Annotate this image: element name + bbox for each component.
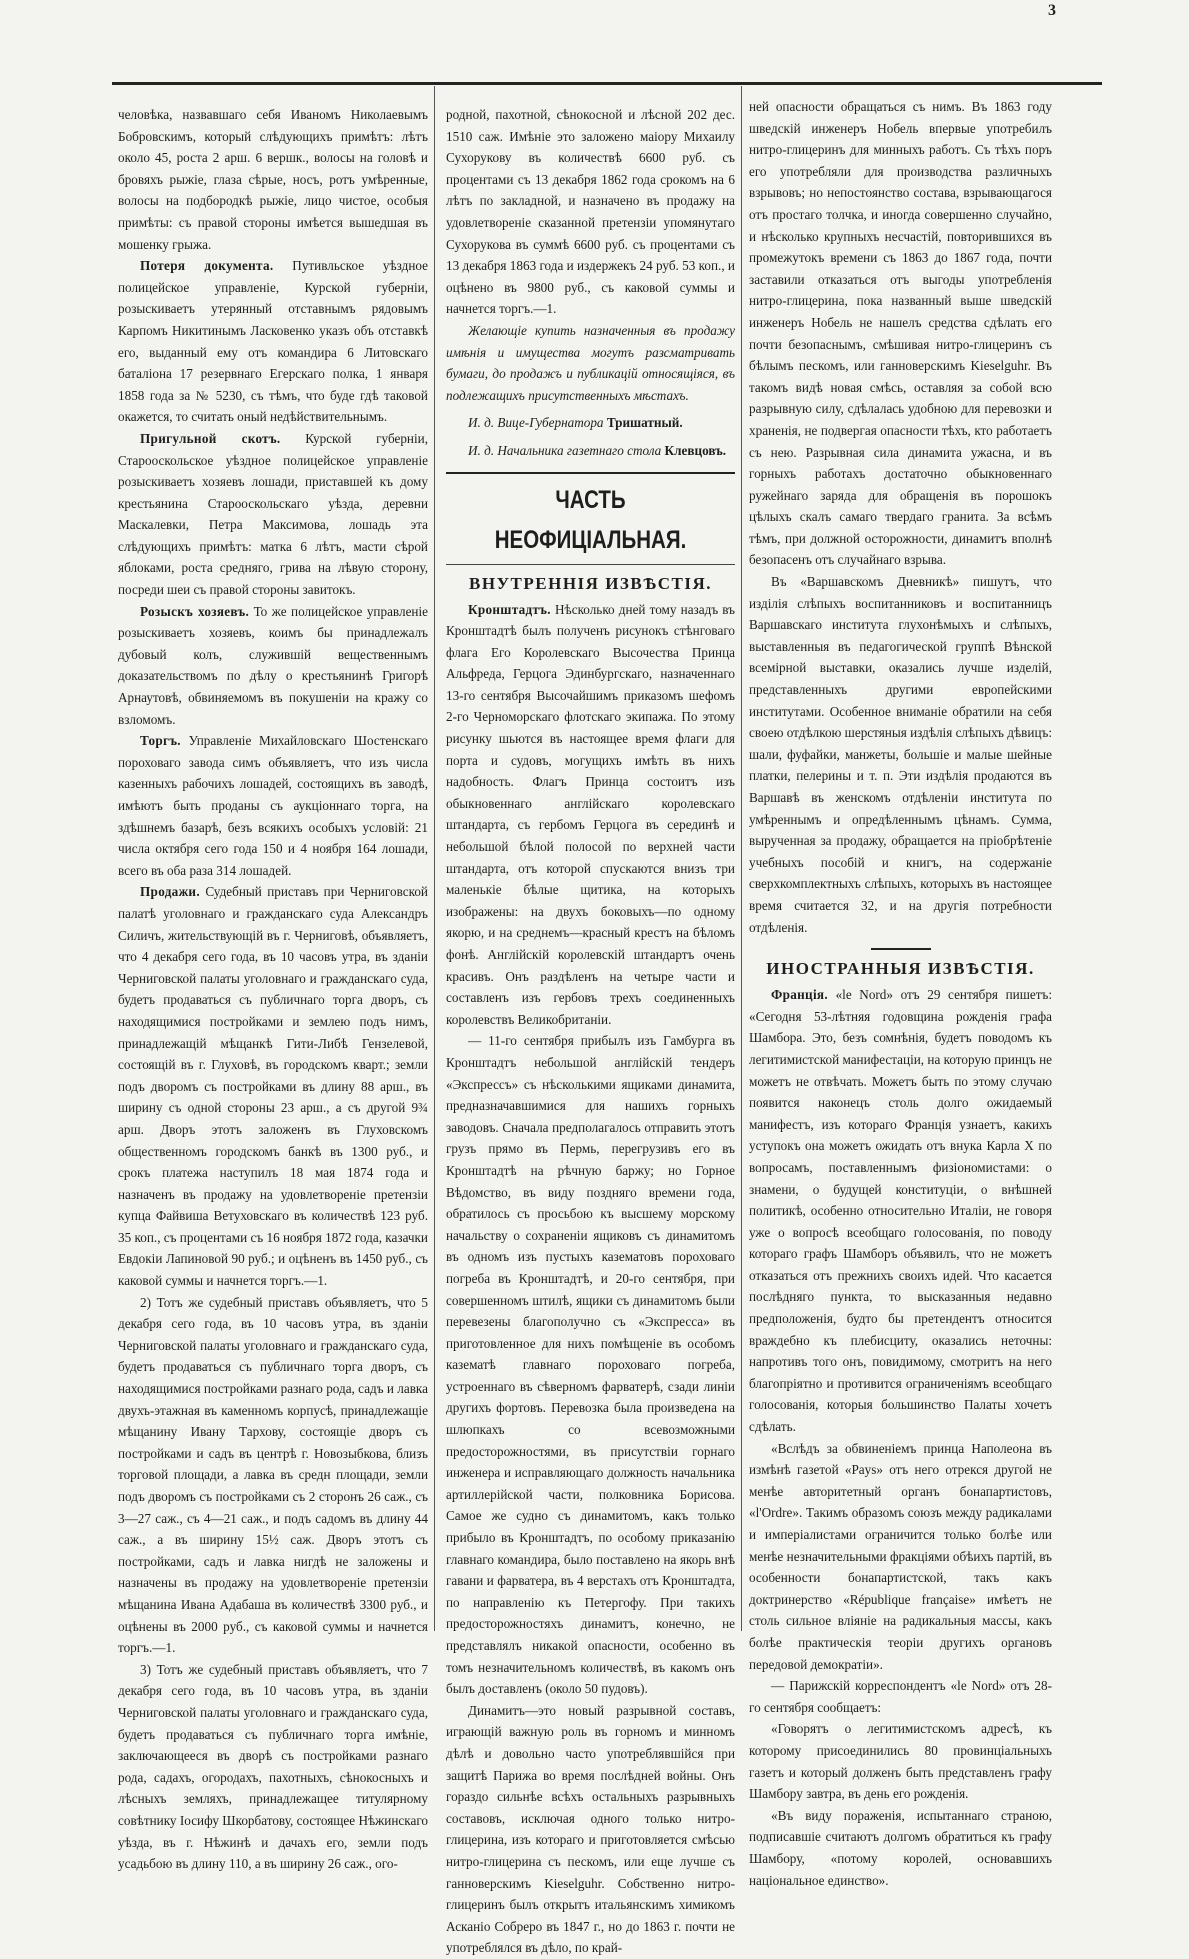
signature-vice-governor (446, 412, 735, 434)
signature-desk-head (446, 440, 735, 462)
signature-title: И. д. Начальника газетнаго стола (468, 442, 662, 458)
article-text: «le Nord» отъ 29 сентября пишетъ: «Сегодня 53-лѣтняя годовщина рожденія графа Шамбора. Это, безъ сомнѣнія, будетъ поводомъ къ легитимистской манифестаціи, на которую принцъ не можетъ не отвѣчать. Можетъ быть по этому случаю появится наконецъ столь долго ожидаемый манифестъ, изъ котораго Франція узнаетъ, какихъ уступокъ она можетъ ожидать отъ внука Карла X по вопросамъ, поставленнымъ физіономистами: о знамени, о будущей конституціи, о внѣшней политикѣ, особенно относительно Италіи, не говоря уже о вопросѣ всеобщаго голосованія, по поводу котораго графъ Шамборъ объявилъ, что не можетъ отказаться отъ прежнихъ своихъ идей. Что касается послѣдняго пункта, то высказанныя недавно предположенія, будто бы претендентъ относится враждебно къ плебисциту, оказались неточны: напротивъ того онъ, повидимому, смотритъ на него благопріятно и противится ограниченіямъ всеобщаго голосованія, которыя большинство Палаты хочетъ сдѣлать. (749, 987, 1052, 1435)
page-number: 3 (1048, 2, 1056, 19)
notice-text: Курской губерніи, Старооскольское уѣздное полицейское управленіе розыскиваетъ хозяевъ лошади, приставшей къ дому крестьянина Старооскольскаго уѣзда, деревни Маскалевки, Петра Максимова, лошадь эта слѣдующихъ примѣтъ: матка 6 лѣтъ, масти сѣрой яблоками, роста средняго, грива на лѣвую сторону, посреди шеи съ правой стороны завитокъ. (118, 430, 428, 598)
section-rule (871, 948, 931, 950)
signature-name: Тришатный. (603, 415, 683, 431)
notice-sales (118, 881, 428, 1291)
notice-text: Судебный приставъ при Черниговской палатѣ уголовнаго и гражданскаго суда Александръ Силичъ, жительствующій въ г. Черниговѣ, объявляетъ, что 4 декабря сего года, въ 10 часовъ утра, въ зданіи Черниговской палаты уголовнаго и гражданскаго суда, будетъ продаваться съ публичнаго торга дворъ, съ находящимися постройками и землею подъ нимъ, принадлежащій мѣщанкѣ Гити-Либѣ Гензелевой, состоящій въ г. Глуховѣ, въ городскомъ кварт.; земли подъ дворомъ съ постройками въ длину 88 арш., въ ширину съ одной стороны 23 арш., а съ другой 9¾ арш. Дворъ этотъ заложенъ въ Глуховскомъ общественномъ городскомъ банкѣ въ 1300 руб., и срокъ платежа наступилъ 18 мая 1874 года и назначенъ въ продажу на удовлетвореніе претензіи купца Файвиша Ветуховскаго въ количествѣ 123 руб. 35 коп., съ процентами съ 16 ноября 1872 года, казачки Евдокіи Лапиновой 90 руб.; и оцѣненъ въ 1450 руб., съ каковой суммы и начнется торгъ.—1. (118, 884, 428, 1289)
paragraph: Въ «Варшавскомъ Дневникѣ» пишутъ, что изділія слѣпыхъ воспитанниковъ и воспитанницъ Варшавскаго института глухонѣмыхъ и слѣпыхъ, выставленныя въ педагогической группѣ Вѣнской всемірной выставки, оказались лучше изделій, представленныхъ другими европейскими институтами. Особенное вниманіе обратили на себя своею отдѣлкою шерстяныя издѣлія слѣпыхъ дѣвицъ: шали, фуфайки, манжеты, большіе и малые шейные платки, пелерины и т. п. Эти издѣлія продаются въ Варшавѣ въ женскомъ отдѣленіи института по умѣреннымъ и опредѣленнымъ цѣнамъ. Сумма, вырученная за продажу, обращается на пріобрѣтеніе учебныхъ пособій и книгъ, на содержаніе сверхкомплектныхъ слѣпыхъ, которыхъ въ настоящее время считается 32, и на другія потребности отдѣленія. (749, 574, 1052, 935)
notice-owner-search (118, 601, 428, 731)
notice-heading: Розыскъ хозяевъ. (140, 603, 250, 619)
article-text: Нѣсколько дней тому назадъ въ Кронштадтѣ былъ полученъ рисунокъ стѣнговаго флага Его Королевскаго Высочества Принца Альфреда, Герцога Эдинбургскаго, назначеннаго 13-го сентября Высочайшимъ приказомъ шефомъ 2-го Черноморскаго флотскаго экипажа. По этому рисунку шьются въ настоящее время флаги для порта и судовъ, могущихъ имѣть въ нихъ надобность. Флагъ Принца состоитъ изъ обыкновеннаго англійскаго королевскаго штандарта, съ гербомъ Герцога въ серединѣ и небольшой бѣлой полосой по верхней части штандарта, отъ которой спускаются внизъ три маленькіе бѣлые щитика, на которыхъ изображены: на двухъ боковыхъ—по одному якорю, и на среднемъ—красный крестъ на бѣломъ фонѣ. Англійскій королевскій штандартъ очень красивъ. Онъ раздѣленъ на четыре части и составленъ изъ гербовъ трехъ соединенныхъ королевствъ Великобританіи. (446, 601, 735, 1027)
notice-heading: Торгъ. (140, 733, 181, 749)
paragraph: «Вслѣдъ за обвиненіемъ принца Наполеона въ измѣнѣ газетой «Pays» отъ него отрекся другой не менѣе авторитетный органъ бонапартистовъ, «l'Ordre». Такимъ образомъ союзъ между радикалами и имперіалистами ограничится только болѣе или менѣе незначительными фракціями обѣихъ партій, въ особенности бонапартистской, такъ какъ доктринерство «République française» имѣетъ не столь сильное вліяніе на радикальныя массы, какъ болѣе практическія теоріи другихъ органовъ передовой демократіи». (749, 1440, 1052, 1672)
paragraph: — Парижскій корреспондентъ «le Nord» отъ 28-го сентября сообщаетъ: (749, 1678, 1052, 1715)
paragraph: Динамитъ—это новый разрывной составъ, играющій важную роль въ горномъ и минномъ дѣлѣ и довольно часто употреблявшійся при защитѣ Парижа во время послѣдней войны. Онъ гораздо сильнѣе всѣхъ остальныхъ разрывныхъ составовъ, исключая одного только нитро-глицерина, изъ котораго и приготовляется смѣсью нитро-глицерина съ пескомъ, или еще лучше съ ганноверскимъ Kieselguhr. Собственно нитро-глицеринъ былъ открытъ итальянскимъ химикомъ Асканіо Собреро въ 1847 г., но до 1863 г. почти не употреблялся въ дѣло, по край- (446, 1702, 735, 1956)
article-france (749, 984, 1052, 1437)
column-1 (118, 104, 428, 1875)
subsection-title: ИНОСТРАННЫЯ ИЗВѢСТІЯ. (766, 959, 1035, 979)
section-rule (446, 564, 735, 565)
section-title: ЧАСТЬ НЕОФИЦІАЛЬНАЯ. (494, 485, 687, 554)
paragraph: ней опасности обращаться съ нимъ. Въ 1863 году шведскій инженеръ Нобель впервые употребилъ нитро-глицеринъ для минныхъ работъ. Съ тѣхъ поръ его употребляли для производства различныхъ взрывовъ; но непостоянство состава, взрывающагося отъ простаго толчка, и иногда совершенно случайно, и нѣсколько крупныхъ несчастій, повторившихся въ промежутокъ времени съ 1863 до 1867 года, почти заставили отказаться отъ выгоды употребленія нитро-глицерина, пока названный выше шведскій инженеръ Нобель не нашелъ средства сдѣлать его почти безопаснымъ, смѣшивая нитро-глицеринъ съ бѣлымъ пескомъ, или ганноверскимъ Kieselguhr. Въ такомъ видѣ новая смѣсь, оставляя за собой всю разрывную силу, сдѣлалась удобною для перевозки и храненія, не подвергая опасности тѣхъ, кто работаетъ съ нею. Разрывная сила динамита ужасна, и въ горныхъ работахъ достаточно обыкновеннаго ружейнаго заряда для обращенія въ порошокъ цѣлыхъ скалъ самаго твердаго гранита. За всѣмъ тѣмъ, при должной осторожности, динамитъ вполнѣ безопасенъ отъ случайнаго взрыва. (749, 99, 1052, 568)
article-kronstadt (446, 599, 735, 1031)
notice-text: То же полицейское управленіе розыскиваетъ хозяевъ, коимъ бы принадлежалъ дубовый колъ, служившій вещественнымъ доказательствомъ по дѣлу о крестьянинѣ Григорѣ Арнаутовѣ, обвиняемомъ въ покушеніи на кражу со взломомъ. (118, 603, 428, 727)
paragraph: 3) Тотъ же судебный приставъ объявляетъ, что 7 декабря сего года, въ 10 часовъ утра, въ зданіи Черниговской палаты уголовнаго и гражданскаго суда, будетъ продаваться съ публичнаго торга имѣніе, заключающееся въ дворѣ съ постройками разнаго рода, садахъ, огородахъ, пахотныхъ, сѣнокосныхъ и лѣсныхъ земляхъ, принадлежащее титулярному совѣтнику Іосифу Шкорбатову, состоящее Нѣжинскаго уѣзда, въ г. Нѣжинѣ и дачахъ его, земли подъ усадьбою въ длину 110, а въ ширину 26 саж., ого- (118, 1661, 428, 1872)
notice-auction (118, 730, 428, 881)
paragraph: «Въ виду пораженія, испытаннаго страною, подписавшіе считаютъ долгомъ обратиться къ графу Шамбору, «потому королей, основавшихъ національное единство». (749, 1807, 1052, 1888)
column-2 (446, 104, 735, 1959)
column-divider (741, 86, 742, 1631)
header-rule (112, 82, 1102, 85)
notice-heading: Продажи. (140, 884, 200, 900)
paragraph: родной, пахотной, сѣнокосной и лѣсной 202 дес. 1510 саж. Имѣніе это заложено маіору Михаилу Сухорукову въ количествѣ 6600 руб. съ процентами съ 13 декабря 1862 года срокомъ на 6 лѣтъ по закладной, и назначено въ продажу на удовлетвореніе сказанной претензіи упомянутаго Сухорукова въ суммѣ 6600 руб. съ процентами съ 13 декабря 1863 года и издержекъ 24 руб. 53 коп., и оцѣнено въ 9800 руб., съ каковой суммы и начнется торгъ.—1. (446, 107, 735, 317)
notice-italic: Желающіе купить назначенныя въ продажу имѣнія и имущества могутъ разсматривать бумаги, до продажъ и публикацій относящіяся, въ подлежащихъ присутственныхъ мѣстахъ. (446, 322, 735, 403)
paragraph: человѣка, назвавшаго себя Иваномъ Николаевымъ Бобровскимъ, который слѣдующихъ примѣтъ: лѣтъ около 45, роста 2 арш. 6 вершк., волосы на головѣ и бровяхъ рыжіе, глаза сѣрые, носъ, ротъ умѣренные, волосы на подбородкѣ рыжіе, лицо чистое, особыя примѣты: съ правой стороны имѣется вышедшая въ мошенку грыжа. (118, 107, 428, 252)
article-heading: Кронштадтъ. (468, 601, 551, 617)
article-heading: Франція. (771, 987, 828, 1003)
signature-name: Клевцовъ. (661, 442, 727, 458)
notice-text: Управленіе Михайловскаго Шостенскаго пороховаго завода симъ объявляетъ, что изъ числа казенныхъ рабочихъ лошадей, состоящихъ въ заводѣ, имѣютъ быть проданы съ аукціоннаго торга, на здѣшнемъ базарѣ, безъ всякихъ особыхъ условій: 21 числа октября сего года 150 и 4 ноября 164 лошади, всего въ оба раза 314 лошадей. (118, 733, 428, 878)
notice-stray-cattle (118, 428, 428, 601)
column-divider (434, 86, 435, 1631)
paragraph: — 11-го сентября прибылъ изъ Гамбурга въ Кронштадтъ небольшой англійскій тендеръ «Экспрессъ» съ нѣсколькими ящиками динамита, предназначавшимися для нашихъ горныхъ заводовъ. Сначала предполагалось отправить этотъ грузъ прямо въ Пермь, перегрузивъ его въ Кронштадтѣ на рѣчную баржу; но Горное Вѣдомство, въ виду поздняго времени года, обратилось съ просьбою къ высшему морскому начальству о сохраненіи ящиковъ съ динамитомъ въ одномъ изъ пустыхъ казематовъ пороховаго погреба въ Кронштадтѣ, и 20-го сентября, при совершенномъ штилѣ, ящики съ динамитомъ были перевезены благополучно съ «Экспресса» въ приготовленное для нихъ помѣщеніе въ особомъ казематѣ главнаго пороховаго погреба, устроеннаго въ сѣверномъ фарватерѣ, сзади линіи другихъ фортовъ. Перевозка была произведена на шлюпкахъ со всевозможными предосторожностями, въ присутствіи горнаго инженера и исправляющаго должность начальника артиллерійской части, полковника Борисова. Самое же судно съ динамитомъ, какъ только прибыло въ Кронштадтъ, по особому приказанію главнаго командира, было поставлено на якорь внѣ гавани и фарватера, въ 4 верстахъ отъ Кронштадта, по направленію къ Петергофу. При такихъ предосторожностяхъ динамитъ, конечно, не представлялъ никакой опасности, особенно въ томъ незначительномъ количествѣ, въ какомъ онъ былъ доставленъ (около 50 пудовъ). (446, 1033, 735, 1697)
section-rule (446, 472, 735, 474)
signature-title: И. д. Вице-Губернатора (468, 415, 604, 431)
notice-heading: Пригульной скотъ. (140, 430, 281, 446)
notice-text: Путивльское уѣздное полицейское управленіе, Курской губерніи, розыскиваетъ утерянный отставнымъ рядовымъ Карпомъ Никитинымъ Ласковенко указъ объ отставкѣ его, выданный ему отъ командира 6 Литовскаго баталіона 17 резервнаго Егерскаго полка, 1 января 1858 года за № 5230, съ тѣмъ, что буде гдѣ таковой окажется, то считать оный недѣйствительнымъ. (118, 258, 428, 425)
notice-lost-document (118, 255, 428, 428)
column-3 (749, 96, 1052, 1891)
subsection-title: ВНУТРЕННІЯ ИЗВѢСТІЯ. (469, 573, 712, 593)
notice-heading: Потеря документа. (140, 258, 274, 274)
paragraph: 2) Тотъ же судебный приставъ объявляетъ, что 5 декабря сего года, въ 10 часовъ утра, въ зданіи Черниговской палаты уголовнаго и гражданскаго суда, будетъ продаваться съ публичнаго торга дворъ, съ находящимися постройками разнаго рода, садъ и лавка двухъ-этажная въ каменномъ корпусѣ, принадлежащіе мѣщанину Ивану Тархову, состоящіе дворъ съ постройками и садъ въ центрѣ г. Новозыбкова, близъ торговой площади, а лавка въ средн площади, земли подъ дворомъ съ постройками съ 2 сторонъ 26 саж., съ 3—27 саж., съ 4—21 саж., и подъ садомъ въ длину 44 саж., а въ ширину 15½ саж. Дворъ этотъ съ постройками, садъ и лавка нигдѣ не заложены и назначены въ продажу на удовлетвореніе претензіи мѣщанина Ивана Адабаша въ количествѣ 3300 руб., и оцѣнены въ 2000 руб., съ каковой суммы и начнется торгъ.—1. (118, 1294, 428, 1656)
paragraph: «Говорятъ о легитимистскомъ адресѣ, къ которому присоединились 80 провинціальныхъ газетъ и который долженъ быть представленъ графу Шамбору завтра, въ день его рожденія. (749, 1721, 1052, 1802)
